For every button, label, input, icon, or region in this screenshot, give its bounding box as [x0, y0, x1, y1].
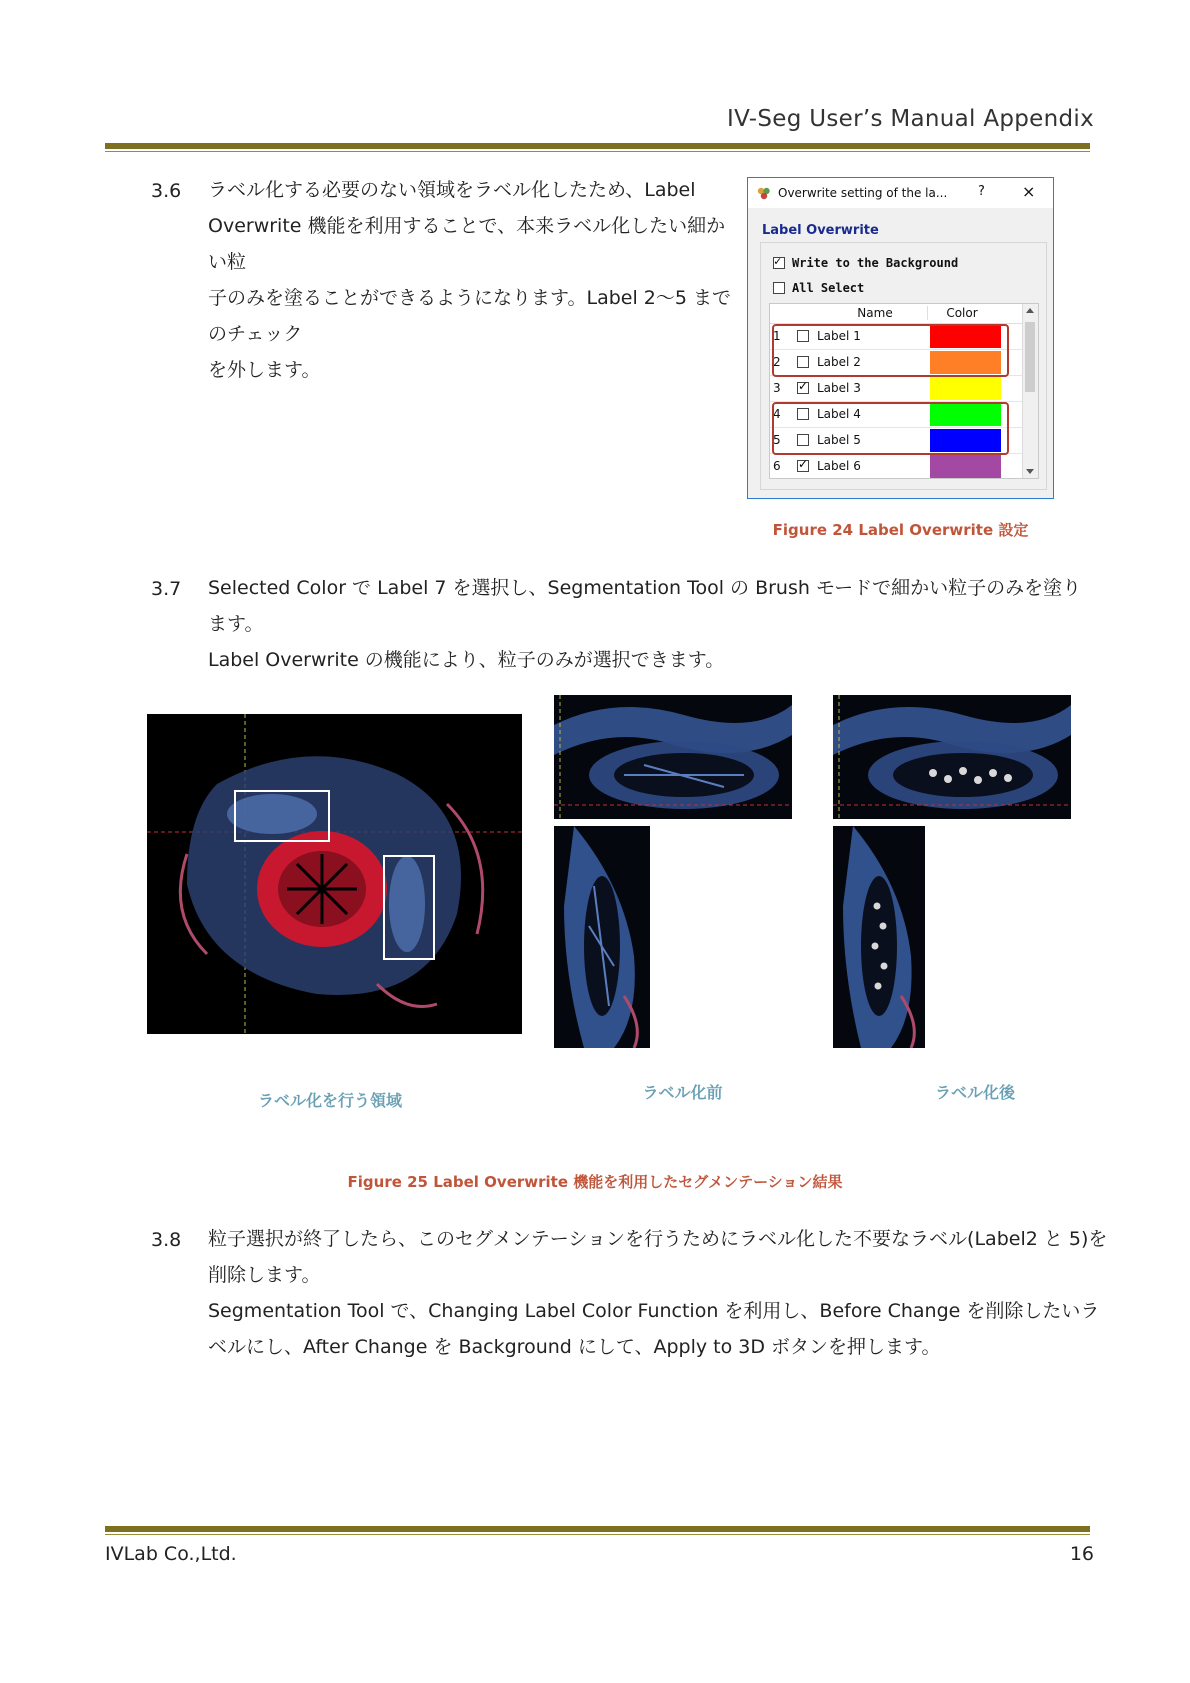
text-line: Label Overwrite の機能により、粒子のみが選択できます。 [208, 649, 725, 671]
section-3-6-text [208, 172, 738, 388]
highlight-box-labels-4-5 [772, 402, 1009, 455]
row-index: 4 [773, 407, 781, 421]
section-number-3-8: 3.8 [151, 1229, 182, 1251]
checkbox-unchecked-icon[interactable] [773, 282, 785, 294]
text-line: 粒子選択が終了したら、このセグメンテーションを行うためにラベル化した不要なラベル(Label2 と 5)を削除します。 [208, 1228, 1108, 1286]
row-index: 5 [773, 433, 781, 447]
row-label: Label 5 [817, 433, 861, 447]
label-overwrite-heading: Label Overwrite [762, 223, 879, 238]
write-to-background-label: Write to the Background [792, 256, 959, 270]
row-index: 2 [773, 355, 781, 369]
before-top-crop-image [554, 695, 792, 819]
table-row[interactable] [770, 376, 1023, 402]
close-button[interactable]: × [1022, 182, 1036, 201]
row-color-swatch[interactable] [930, 377, 1001, 400]
segmentation-overview-image [147, 714, 522, 1034]
dialog-title: Overwrite setting of the la... [778, 186, 948, 200]
section-number-3-6: 3.6 [151, 180, 182, 202]
after-top-crop-image [833, 695, 1071, 819]
write-to-background-checkbox[interactable] [773, 256, 958, 270]
all-select-checkbox[interactable] [773, 281, 864, 295]
table-scrollbar[interactable] [1022, 304, 1038, 478]
row-label: Label 3 [817, 381, 861, 395]
row-color-swatch[interactable] [930, 455, 1001, 478]
section-number-3-7: 3.7 [151, 578, 182, 600]
column-header-color[interactable]: Color [927, 306, 996, 320]
figure-25-caption: Figure 25 Label Overwrite 機能を利用したセグメンテーション結果 [347, 1173, 843, 1191]
text-line: Segmentation Tool で、Changing Label Color Function を利用し、Before Change を削除したいラ [208, 1300, 1100, 1322]
checkbox-checked-icon[interactable] [773, 257, 785, 269]
highlight-box-labels-1-2 [772, 324, 1009, 377]
scroll-thumb[interactable] [1025, 322, 1035, 392]
text-line: Selected Color で Label 7 を選択し、Segmentation Tool の Brush モードで細かい粒子のみを塗ります。 [208, 577, 1082, 635]
caption-label-area: ラベル化を行う領域 [257, 1091, 402, 1110]
footer-page-number: 16 [1069, 1543, 1094, 1565]
scroll-down-arrow-icon[interactable] [1026, 469, 1034, 474]
scroll-up-arrow-icon[interactable] [1026, 308, 1034, 313]
app-icon [757, 186, 771, 200]
figure-24-caption: Figure 24 Label Overwrite 設定 [772, 521, 1029, 539]
table-header [770, 304, 1023, 324]
all-select-label: All Select [792, 281, 865, 295]
row-index: 1 [773, 329, 781, 343]
section-3-8-text [208, 1221, 1108, 1365]
row-index: 6 [773, 459, 781, 473]
row-label: Label 6 [817, 459, 861, 473]
caption-after-label: ラベル化後 [934, 1083, 1015, 1102]
caption-before-label: ラベル化前 [642, 1083, 723, 1102]
overwrite-setting-dialog [747, 177, 1054, 499]
row-checkbox[interactable] [797, 460, 809, 472]
row-checkbox[interactable] [797, 382, 809, 394]
help-button[interactable]: ? [978, 184, 985, 199]
text-line: Overwrite 機能を利用することで、本来ラベル化したい細かい粒 [208, 215, 726, 273]
column-header-name[interactable]: Name [857, 306, 893, 320]
document-header-title: IV-Seg User’s Manual Appendix [726, 106, 1094, 132]
table-row[interactable] [770, 454, 1023, 479]
section-3-7-text [208, 570, 1098, 678]
row-label: Label 1 [817, 329, 861, 343]
header-rule [105, 143, 1090, 152]
text-line: を外します。 [208, 359, 321, 381]
before-side-crop-image [554, 826, 650, 1048]
row-label: Label 2 [817, 355, 861, 369]
dialog-titlebar[interactable] [748, 178, 1053, 208]
row-label: Label 4 [817, 407, 861, 421]
text-line: ラベル化する必要のない領域をラベル化したため、Label [208, 179, 696, 201]
text-line: ベルにし、After Change を Background にして、Apply to 3D ボタンを押します。 [208, 1336, 941, 1358]
footer-company: IVLab Co.,Ltd. [105, 1543, 237, 1565]
row-index: 3 [773, 381, 781, 395]
after-side-crop-image [833, 826, 925, 1048]
footer-rule [105, 1526, 1090, 1535]
text-line: 子のみを塗ることができるようになります。Label 2〜5 までのチェック [208, 287, 731, 345]
